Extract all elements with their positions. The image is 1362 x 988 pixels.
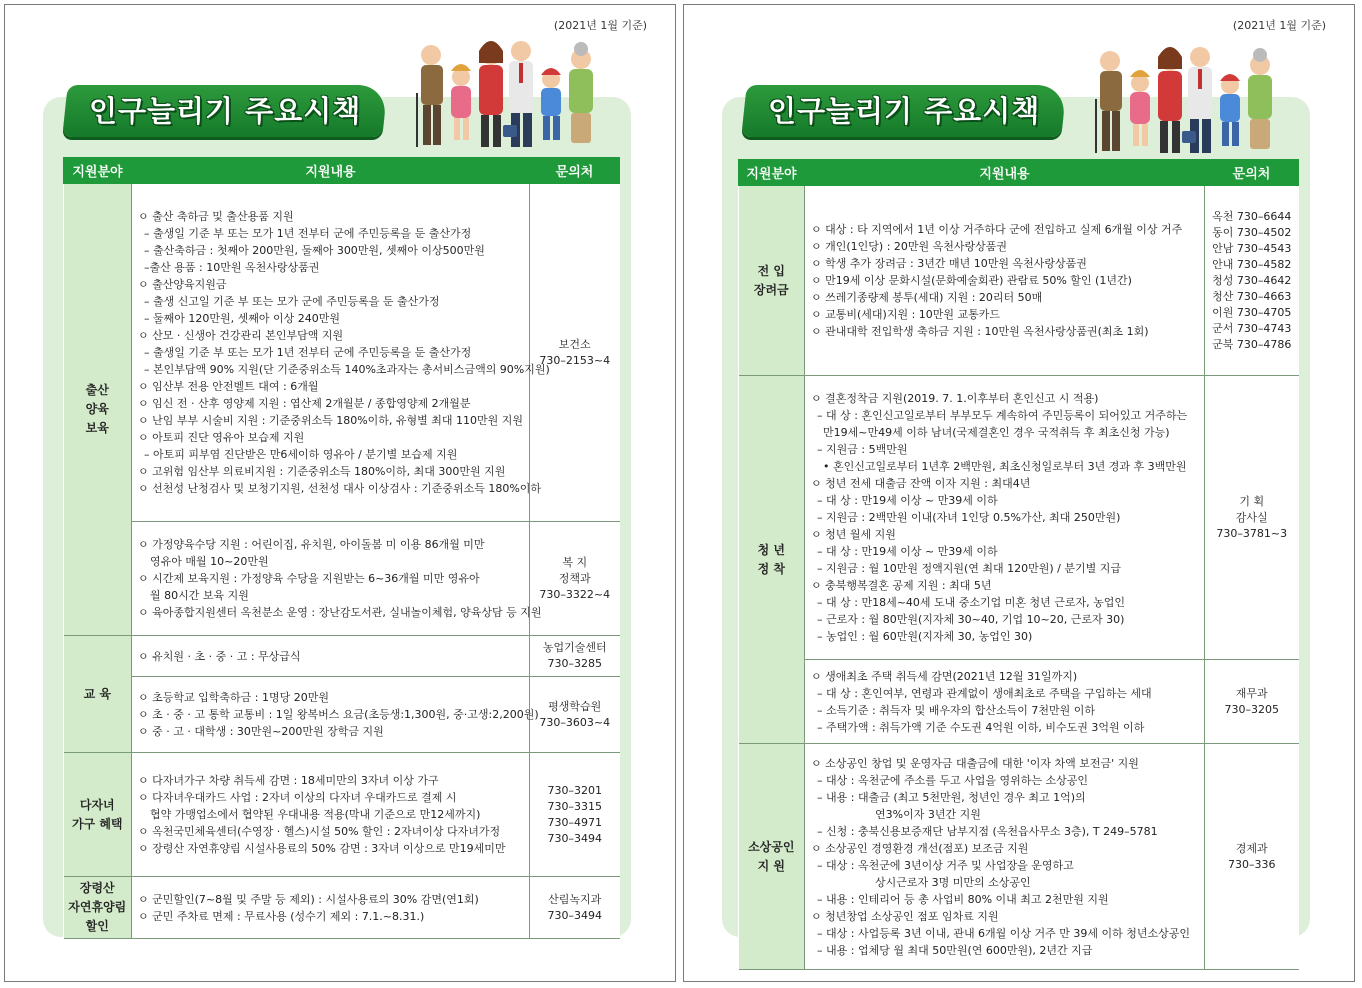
header-category: 지원분야 [64, 158, 132, 184]
mother-figure [1158, 47, 1182, 153]
content-line: ㅇ 육아종합지원센터 옥천분소 운영 : 장난감도서관, 실내놀이체험, 양육상담 등 지원 [138, 606, 542, 619]
content-cell [132, 677, 539, 753]
content-line: 협약 가맹업소에서 협약된 우대내용 적용(막내 기준으로 만12세까지) [150, 808, 481, 821]
content-line: ㅇ 대상 : 타 지역에서 1년 이상 거주하다 군에 전입하고 실제 6개월 이상 거주 [811, 223, 1183, 236]
table-row [739, 660, 1299, 744]
content-cell [132, 184, 550, 522]
category-label: 소상공인 [748, 839, 795, 854]
table-row [64, 522, 620, 636]
left-table-body [64, 184, 620, 939]
content-line: – 신청 : 충북신용보증재단 남부지점 (옥천읍사무소 3층), T 249–5781 [817, 824, 1158, 838]
contact-line: 730–3603~4 [539, 715, 611, 729]
contact-line: 경제과 [1235, 841, 1268, 855]
content-line: – 출생일 기준 부 또는 모가 1년 전부터 군에 주민등록을 둔 출산가정 [144, 346, 472, 359]
contact-line: 정책과 [558, 571, 591, 585]
content-line: ㅇ 군민할인(7~8월 및 주말 등 제외) : 시설사용료의 30% 감면(연1회) [138, 892, 479, 906]
policy-table [63, 157, 620, 939]
contact-line: 청산 730–4663 [1212, 289, 1292, 303]
content-line: ㅇ 장령산 자연휴양림 시설사용료의 50% 감면 : 3자녀 이상으로 만19세미만 [138, 842, 506, 855]
contact-cell [530, 677, 620, 753]
family-illustration [413, 33, 635, 151]
content-line: ㅇ 중 · 고 · 대학생 : 30만원~200만원 장학금 지원 [138, 725, 384, 738]
contact-line: 안내 730–4582 [1212, 257, 1292, 271]
category-label: 지 원 [757, 858, 785, 873]
contact-line: 730–2153~4 [539, 353, 611, 367]
category-label: 장려금 [753, 282, 789, 297]
content-line: – 둘째아 120만원, 셋째아 이상 240만원 [144, 312, 340, 325]
content-line: – 대 상 : 만19세 이상 ~ 만39세 이하 [817, 545, 998, 558]
content-line: – 지원금 : 월 10만원 정액지원(연 최대 120만원) / 분기별 지급 [817, 562, 1121, 575]
grandfather-figure [1096, 51, 1122, 153]
contact-line: 730–3494 [547, 908, 602, 922]
contact-line: 군북 730–4786 [1212, 337, 1292, 351]
header-contact: 문의처 [1205, 160, 1299, 186]
content-line: ㅇ 다자녀가구 차량 취득세 감면 : 18세미만의 3자녀 이상 가구 [138, 774, 439, 787]
date-note: (2021년 1월 기준) [1232, 19, 1326, 32]
content-line: ㅇ 임신 전 · 산후 영양제 지원 : 엽산제 2개월분 / 종합영양제 2개월분 [138, 397, 471, 410]
contact-line: 산림녹지과 [548, 892, 602, 906]
content-line: ㅇ 쓰레기종량제 봉투(세대) 지원 : 20리터 50매 [811, 291, 1043, 304]
content-line: ㅇ 군민 주차료 면제 : 무료사용 (성수기 제외 : 7.1.~8.31.) [138, 909, 425, 923]
contact-line: 730–3285 [547, 657, 602, 670]
table-row [739, 186, 1299, 376]
category-cell [64, 753, 132, 877]
category-cell [64, 636, 132, 753]
left-page [4, 4, 676, 982]
header-contact: 문의처 [530, 158, 620, 184]
content-line: ㅇ 교통비(세대)지원 : 10만원 교통카드 [811, 308, 1001, 321]
contact-line: 옥천 730–6644 [1212, 209, 1292, 223]
contact-line: 군서 730–4743 [1212, 321, 1292, 335]
content-cell [132, 753, 530, 877]
content-line: ㅇ 다자녀우대카드 사업 : 2자녀 이상의 다자녀 우대카드로 결제 시 [138, 791, 457, 804]
content-line: – 대 상 : 만18세~40세 도내 중소기업 미혼 청년 근로자, 농업인 [817, 596, 1126, 609]
content-line: ㅇ 충북행복결혼 공제 지원 : 최대 5년 [811, 579, 992, 592]
content-cell [132, 636, 530, 677]
content-line: ㅇ 산모 · 신생아 건강관리 본인부담액 지원 [138, 329, 344, 342]
category-cell [64, 877, 132, 939]
content-line: ㅇ 청년 월세 지원 [811, 528, 896, 541]
contact-line: 730–336 [1228, 857, 1276, 871]
content-line: ㅇ 출산 축하금 및 출산용품 지원 [138, 210, 294, 223]
grandmother-figure [569, 42, 593, 143]
category-label: 다자녀 [79, 797, 115, 812]
contact-line: 재무과 [1235, 686, 1268, 700]
boy-figure [1220, 74, 1240, 146]
content-line: ㅇ 출산양육지원금 [138, 278, 227, 291]
content-line: ㅇ 소상공인 창업 및 운영자금 대출금에 대한 '이자 차액 보전금' 지원 [811, 756, 1139, 770]
category-label: 양육 [85, 402, 109, 416]
content-line: – 근로자 : 월 80만원(지자체 30~40, 기업 10~20, 근로자 30) [817, 613, 1125, 626]
table-row [739, 376, 1299, 660]
content-line: 만19세~만49세 이하 남녀(국제결혼인 경우 국적취득 후 최초신청 가능) [823, 426, 1170, 439]
content-line: – 지원금 : 5백만원 [817, 443, 908, 456]
header-content: 지원내용 [132, 158, 530, 184]
category-cell [739, 376, 805, 744]
contact-line: 평생학습원 [548, 699, 602, 713]
content-cell [805, 376, 1205, 660]
content-line: 연3%이자 3년간 지원 [875, 807, 981, 821]
contact-line: 730–3205 [1224, 702, 1279, 716]
content-line: ㅇ 임산부 전용 안전벨트 대여 : 6개월 [138, 380, 319, 393]
right-table-body [739, 186, 1299, 970]
contact-line: 730–4971 [547, 815, 602, 829]
content-line: – 대 상 : 만19세 이상 ~ 만39세 이하 [817, 494, 998, 507]
grandfather-figure [417, 45, 443, 147]
content-line: – 본인부담액 90% 지원(단 기준중위소득 140%초과자는 총서비스금액의 90%지원) [144, 363, 550, 376]
content-line: ㅇ 난임 부부 시술비 지원 : 기준중위소득 180%이하, 유형별 최대 110만원 지원 [138, 414, 524, 427]
contact-line: 이원 730–4705 [1212, 305, 1292, 319]
contact-line: 730–3322~4 [539, 587, 611, 601]
contact-line: 안남 730–4543 [1212, 241, 1292, 255]
page-title: 인구늘리기 주요시책 [768, 94, 1041, 128]
content-line: – 내용 : 대출금 (최고 5천만원, 청년인 경우 최고 1억)의 [817, 790, 1086, 804]
contact-line: 730–3315 [547, 799, 602, 813]
content-line: ㅇ 고위험 임산부 의료비지원 : 기준중위소득 180%이하, 최대 300만원 지원 [138, 465, 506, 478]
content-line: –출산 용품 : 10만원 옥천사랑상품권 [144, 261, 320, 274]
contact-cell [530, 877, 620, 939]
table-row [739, 744, 1299, 970]
content-line: ㅇ 아토피 진단 영유아 보습제 지원 [138, 431, 305, 444]
content-line: ㅇ 옥천국민체육센터(수영장 · 헬스)시설 50% 할인 : 2자녀이상 다자녀가정 [138, 825, 501, 838]
girl-figure [1130, 70, 1150, 146]
contact-line: 청성 730–4642 [1212, 273, 1292, 287]
father-figure [1182, 47, 1212, 153]
content-line: – 대상 : 옥천군에 주소를 두고 사업을 영위하는 소상공인 [817, 773, 1088, 787]
content-line: ㅇ 소상공인 경영환경 개선(점포) 보조금 지원 [811, 841, 1029, 855]
contact-line: 730–3781~3 [1216, 526, 1288, 540]
content-line: 월 80시간 보육 지원 [150, 589, 249, 602]
content-line: ㅇ 청년 전세 대출금 잔액 이자 지원 : 최대4년 [811, 477, 1031, 490]
table-row [64, 877, 620, 939]
content-line: – 주택가액 : 취득가액 기준 수도권 4억원 이하, 비수도권 3억원 이하 [817, 720, 1145, 734]
father-figure [503, 41, 533, 147]
contact-line: 복 지 [562, 555, 588, 569]
grandmother-figure [1248, 48, 1272, 149]
boy-figure [541, 68, 561, 140]
content-cell [132, 877, 530, 939]
header-content: 지원내용 [805, 160, 1205, 186]
contact-line: 기 획 [1239, 494, 1265, 508]
content-line: ㅇ 개인(1인당) : 20만원 옥천사랑상품권 [811, 240, 1008, 253]
category-label: 가구 혜택 [71, 816, 123, 831]
category-label: 보육 [85, 421, 109, 435]
content-line: • 혼인신고일로부터 1년후 2백만원, 최초신청일로부터 3년 경과 후 3백만원 [823, 460, 1187, 473]
contact-cell [1205, 744, 1299, 970]
content-line: ㅇ 가정양육수당 지원 : 어린이집, 유치원, 아이돌봄 미 이용 86개월 미만 [138, 538, 485, 551]
content-line: – 대 상 : 혼인여부, 연령과 관계없이 생애최초로 주택을 구입하는 세대 [817, 686, 1152, 700]
contact-line: 보건소 [558, 337, 591, 351]
content-line: ㅇ 만19세 이상 문화시설(문화예술회관) 관람료 50% 할인 (1년간) [811, 274, 1132, 287]
contact-line: 농업기술센터 [542, 641, 607, 654]
content-line: ㅇ 선천성 난청검사 및 보청기지원, 선천성 대사 이상검사 : 기준중위소득 180%이하 [138, 482, 542, 495]
category-label: 자연휴양림 [68, 900, 127, 914]
table-row [64, 636, 620, 677]
content-line: ㅇ 결혼정착금 지원(2019. 7. 1.이후부터 혼인신고 시 적용) [811, 392, 1099, 405]
content-cell [805, 660, 1205, 744]
category-label: 할인 [85, 919, 109, 933]
contact-cell [1205, 186, 1299, 376]
content-line: ㅇ 유치원 · 초 · 중 · 고 : 무상급식 [138, 649, 301, 663]
content-line: – 대상 : 옥천군에 3년이상 거주 및 사업장을 운영하고 [817, 858, 1074, 872]
header-category: 지원분야 [739, 160, 805, 186]
content-line: 영유아 매월 10~20만원 [150, 555, 269, 568]
contact-cell [1205, 660, 1299, 744]
contact-line: 감사실 [1235, 510, 1268, 524]
content-line: – 내용 : 인테리어 등 총 사업비 80% 이내 최고 2천만원 지원 [817, 892, 1109, 906]
content-cell [805, 744, 1205, 970]
contact-cell [1205, 376, 1299, 660]
category-label: 장령산 [79, 881, 115, 895]
content-line: – 출생 신고일 기준 부 또는 모가 군에 주민등록을 둔 출산가정 [144, 295, 440, 308]
content-line: ㅇ 생애최초 주택 취득세 감면(2021년 12월 31일까지) [811, 669, 1078, 683]
girl-figure [451, 64, 471, 140]
table-row [64, 753, 620, 877]
content-line: – 농업인 : 월 60만원(지자체 30, 농업인 30) [817, 630, 1033, 643]
content-line: – 출생일 기준 부 또는 모가 1년 전부터 군에 주민등록을 둔 출산가정 [144, 227, 472, 240]
category-label: 청 년 [757, 542, 785, 557]
content-line: ㅇ 초 · 중 · 고 통학 교통비 : 1일 왕복버스 요금(초등생:1,300원, 중·고생:2,200원) [138, 708, 539, 721]
table-row [64, 184, 620, 522]
policy-table [738, 159, 1299, 970]
content-cell [132, 522, 542, 636]
contact-cell [530, 522, 620, 636]
content-line: – 대 상 : 혼인신고일로부터 부부모두 계속하여 주민등록이 되어있고 거주하는 [817, 409, 1188, 422]
content-line: – 내용 : 업체당 월 최대 50만원(연 600만원), 2년간 지급 [817, 943, 1093, 957]
category-cell [739, 186, 805, 376]
content-cell [805, 186, 1205, 376]
content-line: – 대상 : 사업등록 3년 이내, 관내 6개월 이상 거주 만 39세 이하 청년소상공인 [817, 926, 1191, 940]
content-line: – 지원금 : 2백만원 이내(자녀 1인당 0.5%가산, 최대 250만원) [817, 511, 1121, 524]
contact-cell [530, 184, 620, 522]
content-line: 상시근로자 3명 미만의 소상공인 [875, 875, 1031, 889]
page-title: 인구늘리기 주요시책 [89, 94, 362, 128]
contact-line: 730–3494 [547, 831, 602, 845]
category-cell [64, 184, 132, 636]
table-row [64, 677, 620, 753]
mother-figure [479, 41, 503, 147]
category-cell [739, 744, 805, 970]
category-label: 전 입 [757, 263, 785, 278]
content-line: ㅇ 관내대학 전입학생 축하금 지원 : 10만원 옥천사랑상품권(최초 1회) [811, 325, 1149, 338]
content-line: ㅇ 초등학교 입학축하금 : 1명당 20만원 [138, 691, 329, 704]
family-illustration [1092, 39, 1314, 157]
contact-line: 동이 730–4502 [1212, 225, 1292, 239]
content-line: – 아토피 피부염 진단받은 만6세이하 영유아 / 분기별 보습제 지원 [144, 448, 458, 461]
category-label: 출산 [85, 383, 109, 397]
contact-cell [530, 753, 620, 877]
content-line: ㅇ 시간제 보육지원 : 가정양육 수당을 지원받는 6~36개월 미만 영유아 [138, 572, 480, 585]
content-line: ㅇ 청년창업 소상공인 점포 임차료 지원 [811, 909, 999, 923]
contact-line: 730–3201 [547, 783, 602, 797]
content-line: – 소득기준 : 취득자 및 배우자의 합산소득이 7천만원 이하 [817, 703, 1095, 717]
content-line: ㅇ 학생 추가 장려금 : 3년간 매년 10만원 옥천사랑상품권 [811, 257, 1087, 270]
date-note: (2021년 1월 기준) [553, 19, 647, 32]
contact-cell [530, 636, 620, 677]
category-label: 정 착 [757, 561, 785, 576]
category-label: 교 육 [83, 686, 111, 701]
content-line: – 출산축하금 : 첫째아 200만원, 둘째아 300만원, 셋째아 이상500만원 [144, 244, 485, 257]
right-page [683, 4, 1355, 982]
